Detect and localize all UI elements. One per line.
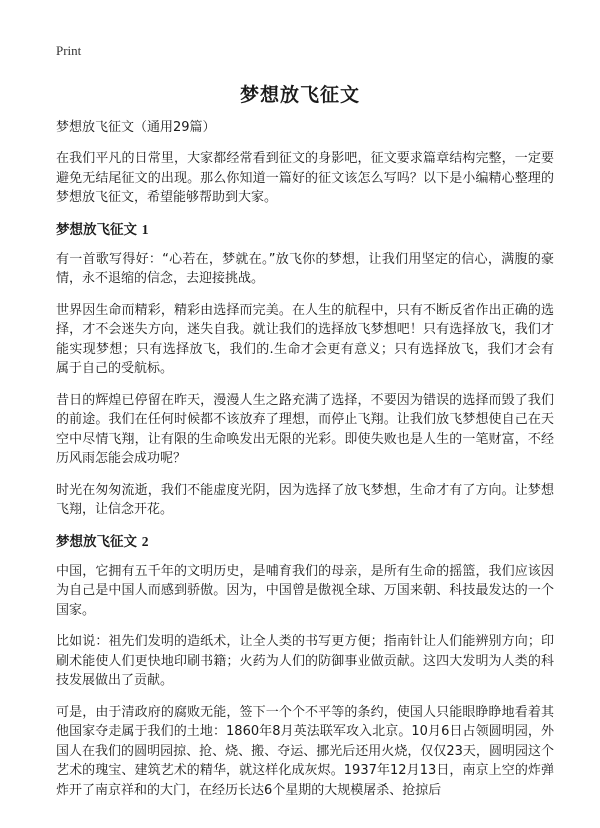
body-paragraph: 世界因生命而精彩，精彩由选择而完美。在人生的航程中，只有不断反省作出正确的选择，才不会迷失方向，迷失自我。就让我们的选择放飞梦想吧！只有选择放飞，我们才能实现梦想；只有选择放飞，我们的.生命才会更有意义；只有选择放飞，我们才会有属于自己的受航标。 [56, 302, 554, 376]
section-heading [56, 532, 554, 552]
body-paragraph: 比如说：祖先们发明的造纸术，让全人类的书写更方便；指南针让人们能辨别方向；印刷术能使人们更快地印刷书籍；火药为人们的防御事业做贡献。这四大发明为人类的科技发展做出了贡献。 [56, 634, 554, 688]
section-heading-text: 梦想放飞征文 [56, 221, 137, 238]
print-link[interactable]: Print [56, 43, 82, 58]
body-paragraph: 中国，它拥有五千年的文明历史，是哺育我们的母亲，是所有生命的摇篮，我们应该因为自己是中国人而感到骄傲。因为，中国曾是傲视全球、万国来朝、科技最发达的一个国家。 [56, 563, 554, 618]
body-paragraph: 昔日的辉煌已停留在昨天，漫漫人生之路充满了选择，不要因为错误的选择而毁了我们的前途。我们在任何时候都不该放弃了理想，而停止飞翔。让我们放飞梦想使自己在天空中尽情飞翔，让有限的生命唤发出无限的光彩。即使失败也是人生的一笔财富，不经历风雨怎能会成功呢？ [56, 392, 554, 466]
intro-paragraph: 在我们平凡的日常里，大家都经常看到征文的身影吧，征文要求篇章结构完整，一定要避免无结尾征文的出现。那么你知道一篇好的征文该怎么写吗？以下是小编精心整理的梦想放飞征文，希望能够帮助到大家。 [56, 151, 554, 205]
section-heading-number: 2 [141, 533, 149, 549]
document-body [56, 118, 554, 812]
document-subtitle: 梦想放飞征文（通用29篇） [56, 120, 216, 135]
section-heading-number: 1 [141, 221, 149, 237]
section-heading-text: 梦想放飞征文 [56, 533, 137, 550]
body-paragraph: 时光在匆匆流逝，我们不能虚度光阴，因为选择了放飞梦想，生命才有了方向。让梦想飞翔，让信念开花。 [56, 482, 554, 517]
page-title: 梦想放飞征文 [239, 84, 360, 106]
body-paragraph: 可是，由于清政府的腐败无能，签下一个个不平等的条约，使国人只能眼睁睁地看着其他国家夺走属于我们的土地：1860年8月英法联军攻入北京。10月6日占领圆明园，外国人在我们的圆明园掠、抢、烧、搬、夺运、挪光后还用火烧，仅仅23天，圆明园这个艺术的瑰宝、建筑艺术的精华，就这样化成灰烬。1937年12月13日，南京上空的炸弹炸开了南京祥和的大门，在经历长达6个星期的大规模屠杀、抢掠后 [56, 704, 554, 798]
body-paragraph: 有一首歌写得好：“心若在，梦就在。”放飞你的梦想，让我们用坚定的信心，满腹的豪情，永不退缩的信念，去迎接挑战。 [56, 251, 554, 286]
section-heading [56, 220, 554, 240]
